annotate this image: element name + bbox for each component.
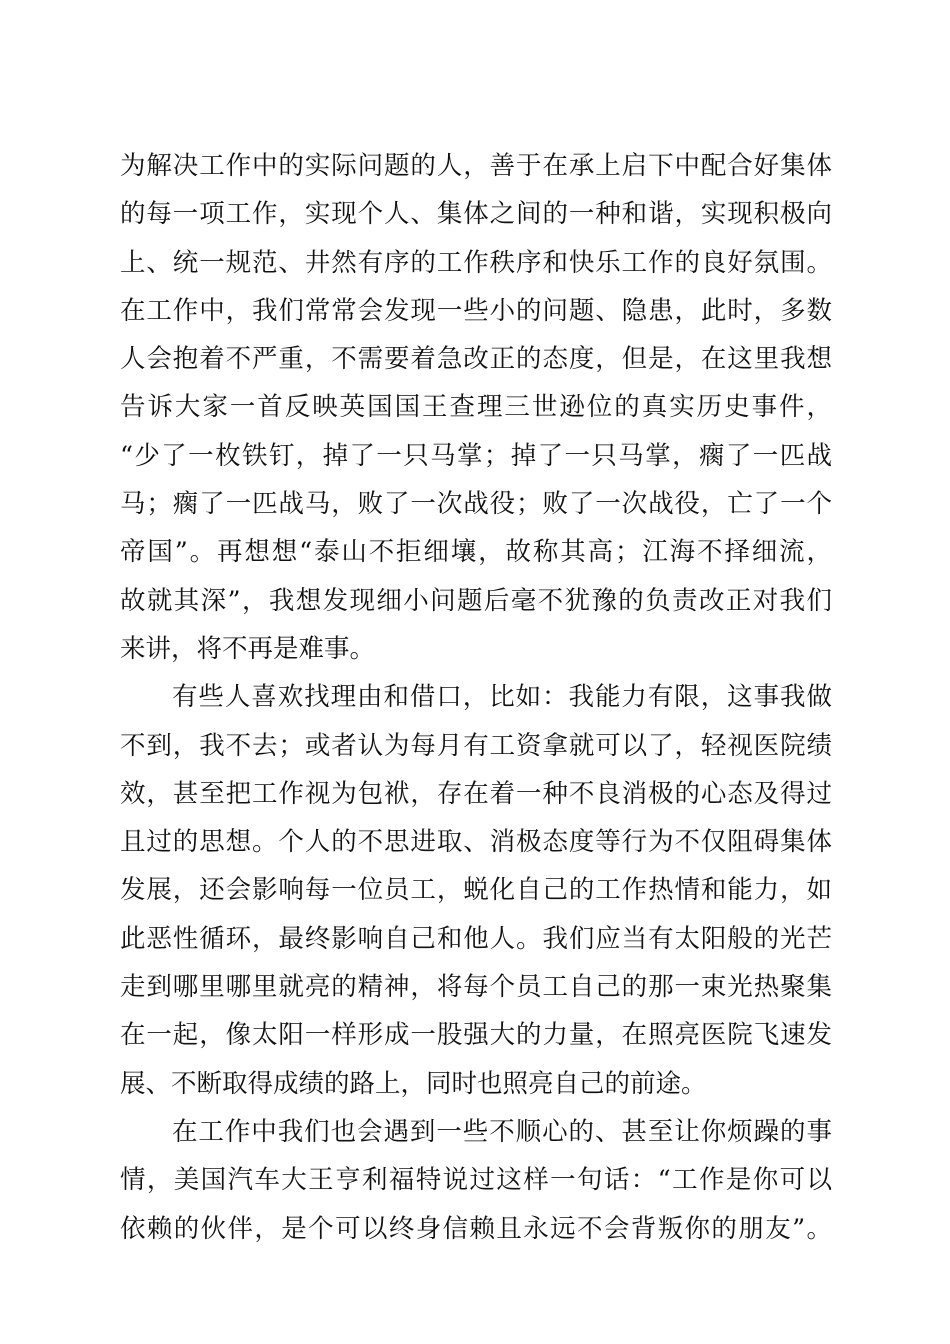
text-line: 在工作中，我们常常会发现一些小的问题、隐患，此时，多数 xyxy=(120,295,832,326)
text-line: 且过的思想。个人的不思进取、消极态度等行为不仅阻碍集体 xyxy=(120,827,832,858)
text-line: 上、统一规范、井然有序的工作秩序和快乐工作的良好氛围。 xyxy=(120,247,832,278)
text-line: 不到，我不去；或者认为每月有工资拿就可以了，轻视医院绩 xyxy=(120,730,832,761)
paragraph-first-line: 有些人喜欢找理由和借口，比如：我能力有限，这事我做 xyxy=(172,682,832,713)
text-line: “少了一枚铁钉，掉了一只马掌；掉了一只马掌，瘸了一匹战 xyxy=(120,440,832,471)
body-text xyxy=(120,142,832,1253)
text-line: 告诉大家一首反映英国国王查理三世逊位的真实历史事件， xyxy=(120,392,832,423)
text-line: 情，美国汽车大王亨利福特说过这样一句话：“工作是你可以 xyxy=(120,1165,832,1196)
text-line: 效，甚至把工作视为包袱，存在着一种不良消极的心态及得过 xyxy=(120,778,832,809)
text-line: 依赖的伙伴，是个可以终身信赖且永远不会背叛你的朋友”。 xyxy=(120,1213,832,1244)
text-line: 来讲，将不再是难事。 xyxy=(120,633,376,664)
text-line: 帝国”。再想想“泰山不拒细壤，故称其高；江海不择细流， xyxy=(120,537,832,568)
text-line: 在一起，像太阳一样形成一股强大的力量，在照亮医院飞速发 xyxy=(120,1020,832,1051)
text-line: 的每一项工作，实现个人、集体之间的一种和谐，实现积极向 xyxy=(120,199,832,230)
text-line: 展、不断取得成绩的路上，同时也照亮自己的前途。 xyxy=(120,1068,707,1099)
text-line: 人会抱着不严重，不需要着急改正的态度，但是，在这里我想 xyxy=(120,344,832,375)
text-line: 走到哪里哪里就亮的精神，将每个员工自己的那一束光热聚集 xyxy=(120,972,832,1003)
text-line: 故就其深”，我想发现细小问题后毫不犹豫的负责改正对我们 xyxy=(120,585,832,616)
text-line: 此恶性循环，最终影响自己和他人。我们应当有太阳般的光芒 xyxy=(120,923,832,954)
text-line: 发展，还会影响每一位员工，蜕化自己的工作热情和能力，如 xyxy=(120,875,832,906)
text-line: 马；瘸了一匹战马，败了一次战役；败了一次战役，亡了一个 xyxy=(120,489,832,520)
paragraph-first-line: 在工作中我们也会遇到一些不顺心的、甚至让你烦躁的事 xyxy=(172,1116,832,1147)
text-line: 为解决工作中的实际问题的人，善于在承上启下中配合好集体 xyxy=(120,151,832,181)
